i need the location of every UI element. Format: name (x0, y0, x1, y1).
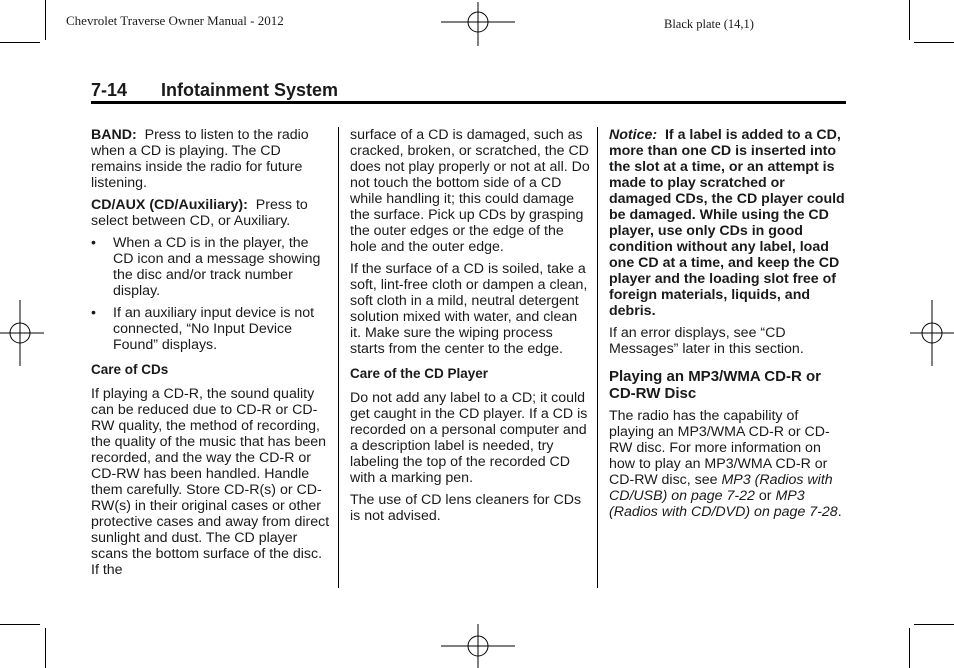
column-divider (597, 127, 598, 588)
error-paragraph: If an error displays, see “CD Messages” later in this section. (609, 325, 804, 357)
care-of-cd-player-heading: Care of the CD Player (350, 366, 489, 381)
paragraph: Do not add any label to a CD; it could get caught in the CD player. If a CD is recorded on a personal computer and a description label is needed, try labeling the top of the recorded CD with a marking pen. (350, 390, 588, 486)
crop-mark (0, 42, 40, 43)
bullet-icon: • (91, 305, 96, 321)
paragraph: If the surface of a CD is soiled, take a soft, lint-free cloth or dampen a clean, soft cloth in a mild, neutral detergent solution mixed with water, and clean it. Make sure the wiping process starts from the center to the edge. (350, 261, 588, 357)
or-text: or (758, 488, 772, 504)
crop-mark (45, 628, 46, 668)
mp3-heading: Playing an MP3/WMA CD-R or CD-RW Disc (609, 368, 821, 402)
registration-mark-right (910, 300, 954, 366)
care-of-cds-text: If playing a CD-R, the sound quality can be reduced due to CD-R or CD-RW quality, the method of recording, the quality of the music that has been recorded, and the way the CD-R or CD-RW has been handled. Handle them carefully. Store CD-R(s) or CD-RW(s) in their original cases or other protective cases and away from direct sunlight and dust. The CD player scans the bottom surface of the disc. If the (91, 386, 330, 578)
bullet-text: When a CD is in the player, the CD icon and a message showing the disc and/or track number display. (113, 235, 321, 299)
section-title (91, 80, 338, 101)
title-rule (91, 101, 846, 104)
column-3 (609, 127, 847, 526)
band-text: Press to listen to the radio when a CD is playing. The CD remains inside the radio for future listening. (91, 127, 309, 191)
list-item (91, 235, 331, 299)
column-2 (350, 127, 590, 530)
cdaux-label: CD/AUX (CD/Auxiliary): (91, 197, 248, 213)
cdaux-paragraph (91, 197, 331, 229)
bullet-text: If an auxiliary input device is not connected, “No Input Device Found” displays. (113, 305, 315, 353)
period: . (837, 504, 842, 520)
paragraph: The use of CD lens cleaners for CDs is not advised. (350, 492, 582, 524)
column-1 (91, 127, 331, 584)
mp3-text: The radio has the capability of playing an MP3/WMA CD-R or CD-RW disc. For more information on how to play an MP3/WMA CD-R or CD-RW disc, see (609, 408, 830, 488)
notice-paragraph (609, 127, 847, 319)
registration-mark-left (0, 300, 44, 366)
notice-label: Notice: (609, 127, 658, 143)
registration-mark-top (441, 2, 515, 46)
cross-reference-link[interactable]: MP3 (Radios with CD/DVD) on page 7-28 (609, 488, 838, 520)
page-number: 7-14 (91, 80, 128, 100)
crop-mark (909, 628, 910, 668)
crop-mark (909, 0, 910, 40)
notice-text: If a label is added to a CD, more than one CD is inserted into the slot at a time, or an attempt is made to play scratched or damaged CDs, the CD player could be damaged. While using the CD player, use only CDs in good condition without any label, load one CD at a time, and keep the CD player and the loading slot free of foreign materials, liquids, and debris. (609, 127, 845, 319)
band-paragraph (91, 127, 331, 191)
registration-mark-bottom (441, 624, 515, 668)
mp3-paragraph (609, 408, 847, 520)
care-of-cds-heading: Care of CDs (91, 362, 169, 377)
band-label: BAND: (91, 127, 137, 143)
paragraph: surface of a CD is damaged, such as cracked, broken, or scratched, the CD does not play properly or not at all. Do not touch the bottom side of a CD while handling it; this could damage the surface. Pick up CDs by grasping the outer edges or the edge of the hole and the outer edge. (350, 127, 590, 255)
crop-mark (45, 0, 46, 40)
list-item (91, 305, 331, 353)
cdaux-text: Press to select between CD, or Auxiliary. (91, 197, 308, 229)
plate-label: Black plate (14,1) (664, 17, 754, 31)
crop-mark (914, 624, 954, 625)
section-name: Infotainment System (161, 80, 339, 100)
cross-reference-link[interactable]: MP3 (Radios with CD/USB) on page 7-22 (609, 472, 833, 504)
bullet-icon: • (91, 235, 96, 251)
column-divider (338, 127, 339, 588)
running-header-title: Chevrolet Traverse Owner Manual - 2012 (66, 13, 284, 28)
crop-mark (0, 624, 40, 625)
crop-mark (914, 42, 954, 43)
